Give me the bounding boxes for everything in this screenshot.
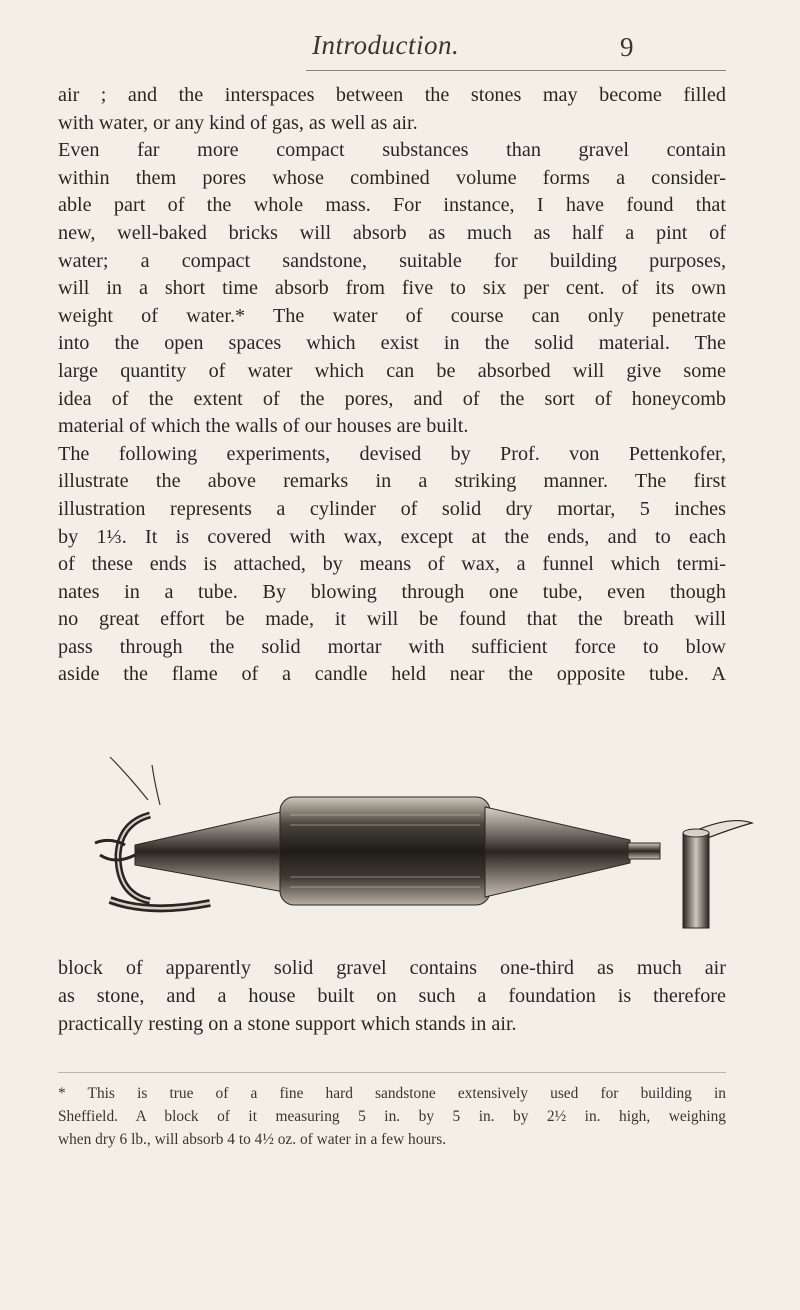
body-line: with water, or any kind of gas, as well as air.: [58, 111, 418, 134]
body-line: air ; and the interspaces between the stones may become filled: [58, 84, 726, 106]
body-line: by 1⅓. It is covered with wax, except at the ends, and to each: [58, 525, 726, 548]
footnote-line: when dry 6 lb., will absorb 4 to 4½ oz. of water in a few hours.: [58, 1131, 447, 1148]
body-line: block of apparently solid gravel contains one-third as much air: [58, 957, 726, 979]
mortar-cylinder: [280, 797, 490, 905]
body-line: of these ends is attached, by means of wax, a funnel which termi-: [58, 553, 726, 576]
breath-lines: [110, 757, 160, 805]
footnote-rule: [58, 1072, 726, 1073]
body-line: into the open spaces which exist in the solid material. The: [58, 332, 726, 355]
right-funnel: [485, 807, 630, 897]
body-line: illustration represents a cylinder of solid dry mortar, 5 inches: [58, 497, 726, 520]
body-line: The following experiments, devised by Prof. von Pettenkofer,: [58, 442, 726, 465]
body-line: Even far more compact substances than gravel contain: [58, 139, 726, 162]
mortar-cylinder-illustration: [40, 705, 760, 935]
body-line: practically resting on a stone support which stands in air.: [58, 1013, 517, 1035]
left-funnel: [135, 810, 290, 893]
footnote-line: * This is true of a fine hard sandstone extensively used for building in: [58, 1085, 726, 1102]
continuation-text: [58, 954, 726, 1038]
body-line: no great effort be made, it will be found that the breath will: [58, 608, 726, 631]
body-line: illustrate the above remarks in a striking manner. The first: [58, 470, 726, 493]
body-line: idea of the extent of the pores, and of the sort of honeycomb: [58, 387, 726, 410]
body-line: pass through the solid mortar with sufficient force to blow: [58, 635, 726, 658]
footnote-line: Sheffield. A block of it measuring 5 in. by 5 in. by 2½ in. high, weighing: [58, 1108, 726, 1125]
running-head-rule: [306, 70, 726, 71]
body-line: within them pores whose combined volume forms a consider-: [58, 166, 726, 189]
body-line: large quantity of water which can be absorbed will give some: [58, 359, 726, 382]
body-line: new, well-baked bricks will absorb as much as half a pint of: [58, 221, 726, 244]
body-line: aside the flame of a candle held near the opposite tube. A: [58, 663, 726, 686]
body-line: as stone, and a house built on such a foundation is therefore: [58, 985, 726, 1007]
running-head-title: Introduction.: [312, 30, 460, 60]
body-line: nates in a tube. By blowing through one tube, even though: [58, 580, 726, 603]
running-head: [0, 22, 800, 62]
body-line: able part of the whole mass. For instance, I have found that: [58, 194, 726, 217]
body-line: water; a compact sandstone, suitable for building purposes,: [58, 249, 726, 272]
footnote: [58, 1082, 726, 1151]
page-number: 9: [620, 32, 634, 62]
body-line: weight of water.* The water of course can only penetrate: [58, 304, 726, 327]
body-text: [58, 82, 726, 689]
candle: [683, 833, 709, 928]
body-line: material of which the walls of our houses are built.: [58, 415, 469, 438]
body-line: will in a short time absorb from five to six per cent. of its own: [58, 277, 726, 300]
outlet-tube: [628, 843, 660, 859]
